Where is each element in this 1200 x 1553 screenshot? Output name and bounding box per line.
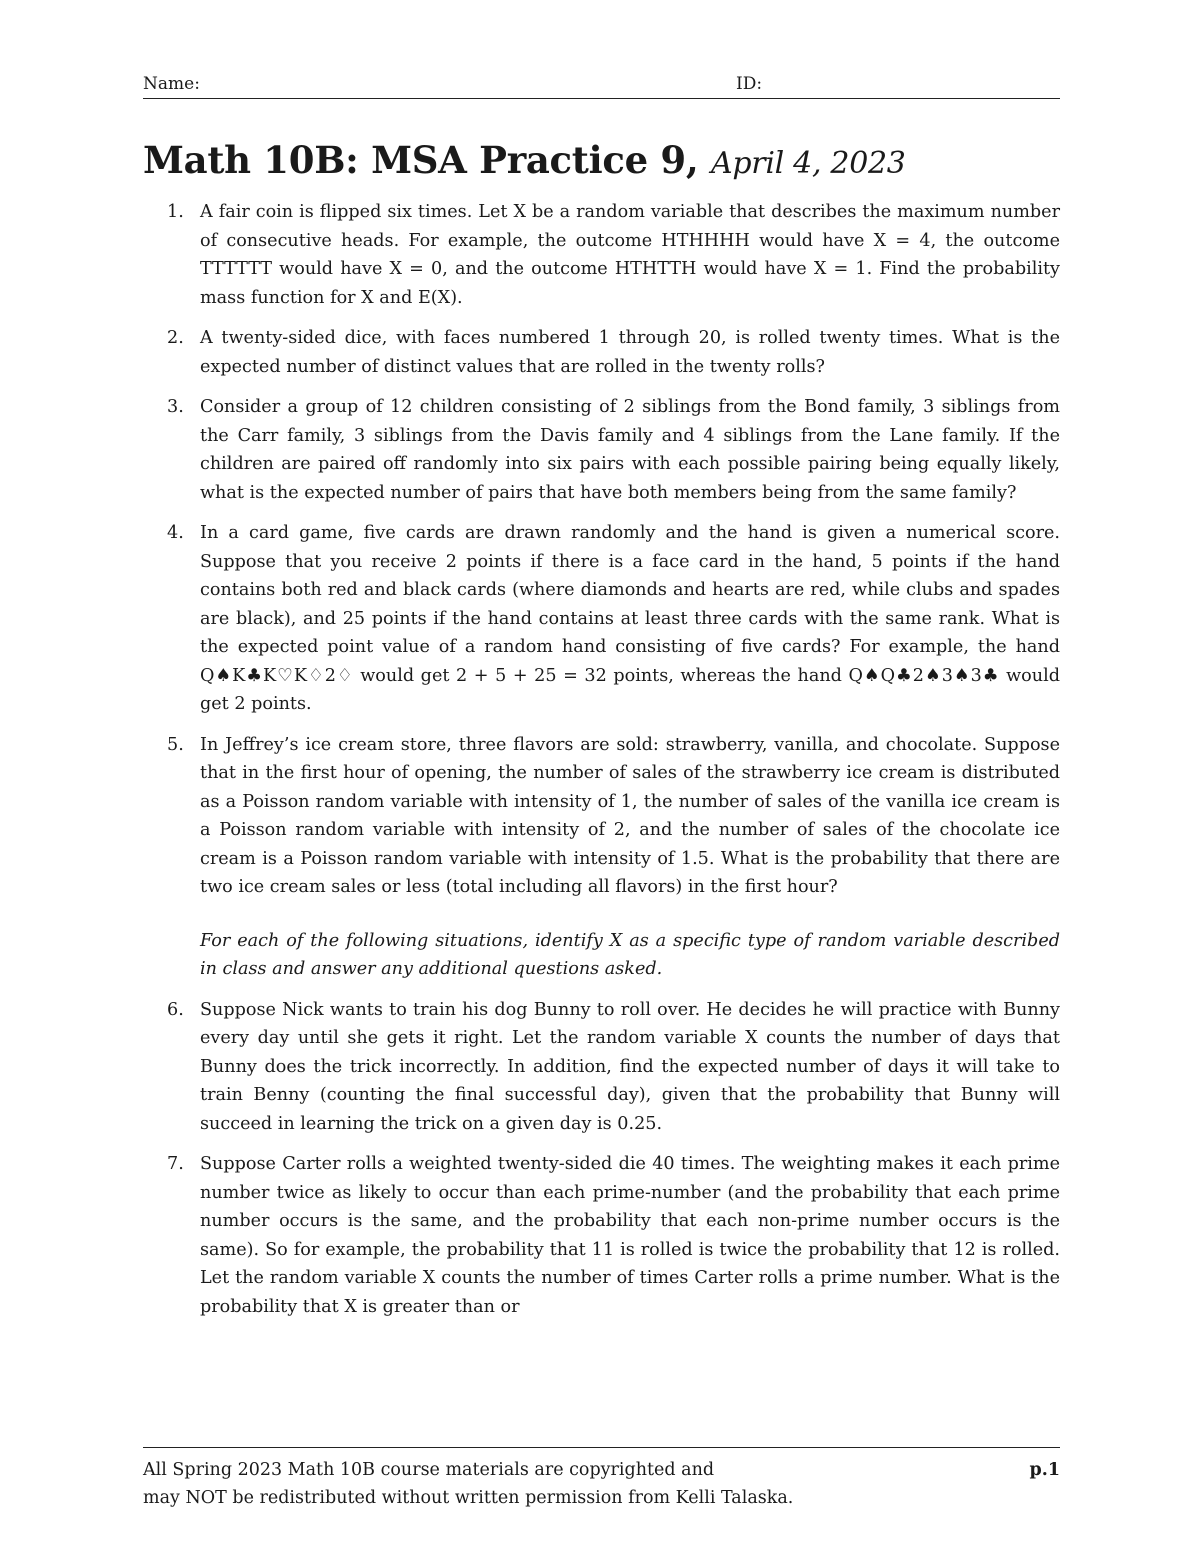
problem-number: 4. [167,523,184,543]
footer [143,1447,1060,1512]
problem-list [143,198,1060,1333]
problem-number: 2. [167,328,184,348]
title-main: Math 10B: MSA Practice 9 [143,138,686,182]
footer-line-1: All Spring 2023 Math 10B course materials are copyrighted and [143,1460,715,1480]
problem-text: A fair coin is flipped six times. Let X be a random variable that describes the maximum number of consecutive heads. For example, the outcome HTHHHH would have X = 4, the outcome TTTTTT would have X = 0, and the outcome HTHTTH would have X = 1. Find the probability mass function for X and E(X). [200,202,1060,308]
problem-text: Consider a group of 12 children consisting of 2 siblings from the Bond family, 3 siblings from the Carr family, 3 siblings from the Davis family and 4 siblings from the Lane family. If the children are paired off randomly into six pairs with each possible pairing being equally likely, what is the expected number of pairs that have both members being from the same family? [200,397,1060,503]
instruction: For each of the following situations, identify X as a specific type of random variable described in class and answer any additional questions asked. [200,930,1060,979]
problem-text: In Jeffrey’s ice cream store, three flavors are sold: strawberry, vanilla, and chocolate. Suppose that in the first hour of opening, the number of sales of the strawberry ice cream is distributed as a Poisson random variable with intensity of 1, the number of sales of the vanilla ice cream is a Poisson random variable with intensity of 2, and the number of sales of the chocolate ice cream is a Poisson random variable with intensity of 1.5. What is the probability that there are two ice cream sales or less (total including all flavors) in the first hour? [200,734,1060,897]
problem-4 [143,519,1060,719]
title-sep: , [685,138,699,182]
title-date: April 4, 2023 [711,146,906,181]
problem-text: Suppose Nick wants to train his dog Bunny to roll over. He decides he will practice with Bunny every day until she gets it right. Let the random variable X counts the number of days that Bunny does the trick incorrectly. In addition, find the expected number of days it will take to train Benny (counting the final successful day), given that the probability that Bunny will succeed in learning the trick on a given day is 0.25. [200,999,1060,1134]
problem-number: 5. [167,734,184,755]
problem-2 [143,324,1060,381]
problem-5 [143,731,1060,902]
problem-1 [143,198,1060,312]
problem-number: 6. [167,999,184,1020]
problem-6 [143,996,1060,1139]
problem-text: Suppose Carter rolls a weighted twenty-sided die 40 times. The weighting makes it each prime number twice as likely to occur than each prime-number (and the probability that each prime number occurs is the same, and the probability that each non-prime number occurs is the same). So for example, the probability that 11 is rolled is twice the probability that 12 is rolled. Let the random variable X counts the number of times Carter rolls a prime number. What is the probability that X is greater than or [200,1154,1060,1317]
problem-3 [143,393,1060,507]
footer-line-2: may NOT be redistributed without written permission from Kelli Talaska. [143,1488,794,1508]
header [143,72,1060,99]
problem-text: A twenty-sided dice, with faces numbered 1 through 20, is rolled twenty times. What is the expected number of distinct values that are rolled in the twenty rolls? [200,328,1060,377]
problem-number: 1. [167,202,184,222]
problem-7 [143,1150,1060,1321]
page-number: p.1 [1029,1460,1060,1480]
problem-text: In a card game, five cards are drawn randomly and the hand is given a numerical score. Suppose that you receive 2 points if there is a face card in the hand, 5 points if the hand contains both red and black cards (where diamonds and hearts are red, while clubs and spades are black), and 25 points if the hand contains at least three cards with the same rank. What is the expected point value of a random hand consisting of five cards? For example, the hand Q♠K♣K♡K♢2♢ would get 2 + 5 + 25 = 32 points, whereas the hand Q♠Q♣2♠3♠3♣ would get 2 points. [200,523,1060,714]
name-label: Name: [143,74,200,94]
page-title [143,138,1060,182]
problem-number: 7. [167,1154,184,1174]
problem-number: 3. [167,397,184,417]
id-label: ID: [736,74,763,94]
